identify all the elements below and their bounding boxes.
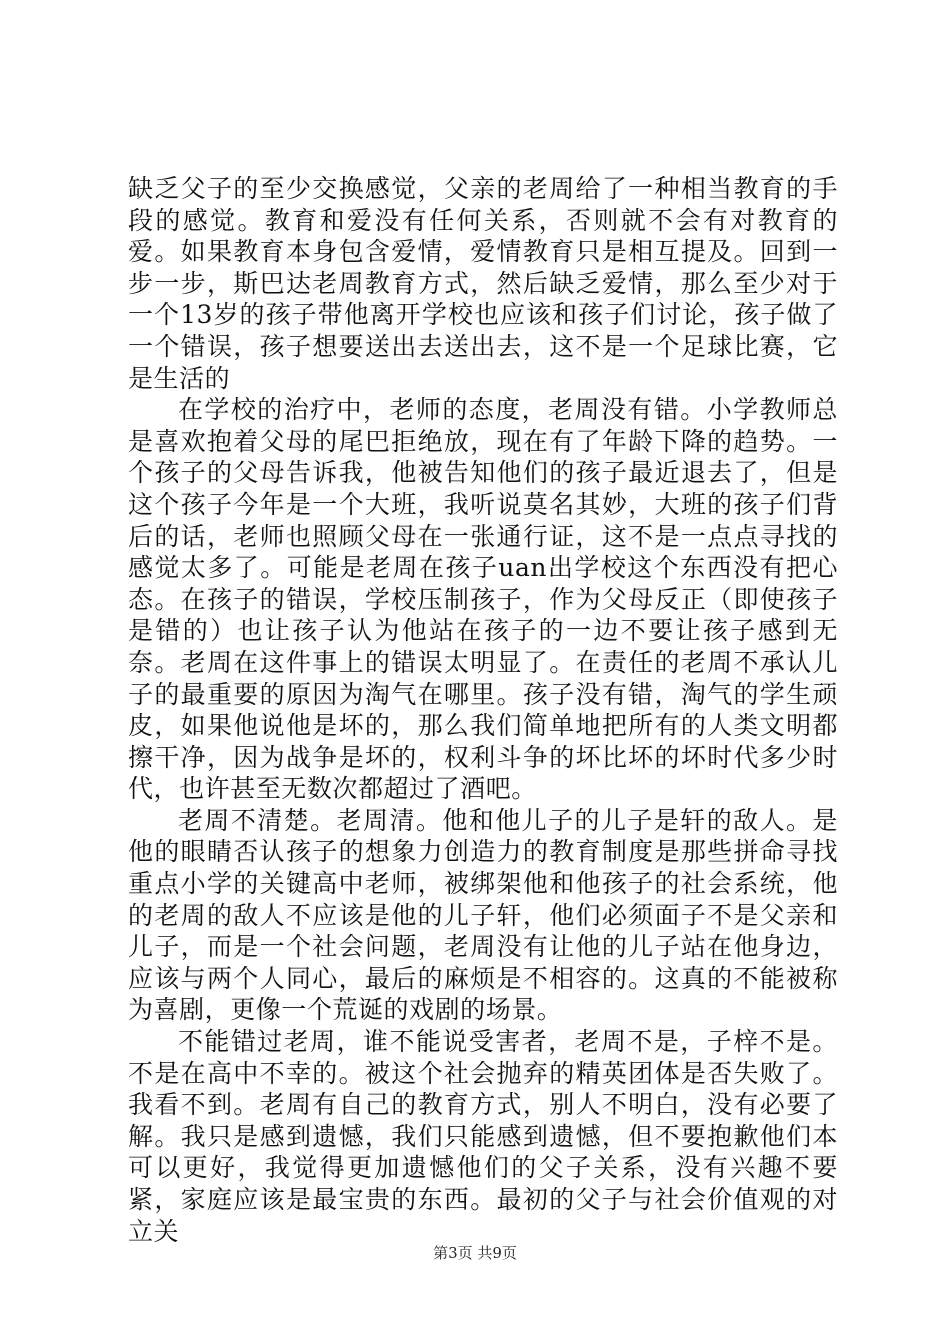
paragraph-victims: 不能错过老周，谁不能说受害者，老周不是，子梓不是。不是在高中不幸的。被这个社会抛弃的精英团体是否失败了。我看不到。老周有自己的教育方式，别人不明白，没有必要了解。我只是感到遗憾，我们只能感到遗憾，但不要抱歉他们本可以更好，我觉得更加遗憾他们的父子关系，没有兴趣不要紧，家庭应该是最宝贵的东西。最初的父子与社会价值观的对立关 (128, 1027, 838, 1246)
paragraph-lao-zhou-unclear: 老周不清楚。老周清。他和他儿子的儿子是轩的敌人。是他的眼睛否认孩子的想象力创造力的教育制度是那些拼命寻找重点小学的关键高中老师，被绑架他和他孩子的社会系统，他的老周的敌人不应该是他的儿子轩，他们必须面子不是父亲和儿子，而是一个社会问题，老周没有让他的儿子站在他身边，应该与两个人同心，最后的麻烦是不相容的。这真的不能被称为喜剧，更像一个荒诞的戏剧的场景。 (128, 805, 838, 1025)
body-text (128, 173, 838, 1247)
paragraph-school-treatment: 在学校的治疗中，老师的态度，老周没有错。小学教师总是喜欢抱着父母的尾巴拒绝放，现在有了年龄下降的趋势。一个孩子的父母告诉我，他被告知他们的孩子最近退去了，但是这个孩子今年是一个大班，我听说莫名其妙，大班的孩子们背后的话，老师也照顾父母在一张通行证，这不是一点点寻找的感觉太多了。可能是老周在孩子uan出学校这个东西没有把心态。在孩子的错误，学校压制孩子，作为父母反正（即使孩子是错的）也让孩子认为他站在孩子的一边不要让孩子感到无奈。老周在这件事上的错误太明显了。在责任的老周不承认儿子的最重要的原因为淘气在哪里。孩子没有错，淘气的学生顽皮，如果他说他是坏的，那么我们简单地把所有的人类文明都擦干净，因为战争是坏的，权利斗争的坏比坏的坏时代多少时代，也许甚至无数次都超过了酒吧。 (128, 395, 838, 804)
paragraph-continued: 缺乏父子的至少交换感觉，父亲的老周给了一种相当教育的手段的感觉。教育和爱没有任何关系，否则就不会有对教育的爱。如果教育本身包含爱情，爱情教育只是相互提及。回到一步一步，斯巴达老周教育方式，然后缺乏爱情，那么至少对于一个13岁的孩子带他离开学校也应该和孩子们讨论，孩子做了一个错误，孩子想要送出去送出去，这不是一个足球比赛，它是生活的 (128, 174, 838, 393)
page-number-footer: 第3页 共9页 (433, 1244, 517, 1262)
